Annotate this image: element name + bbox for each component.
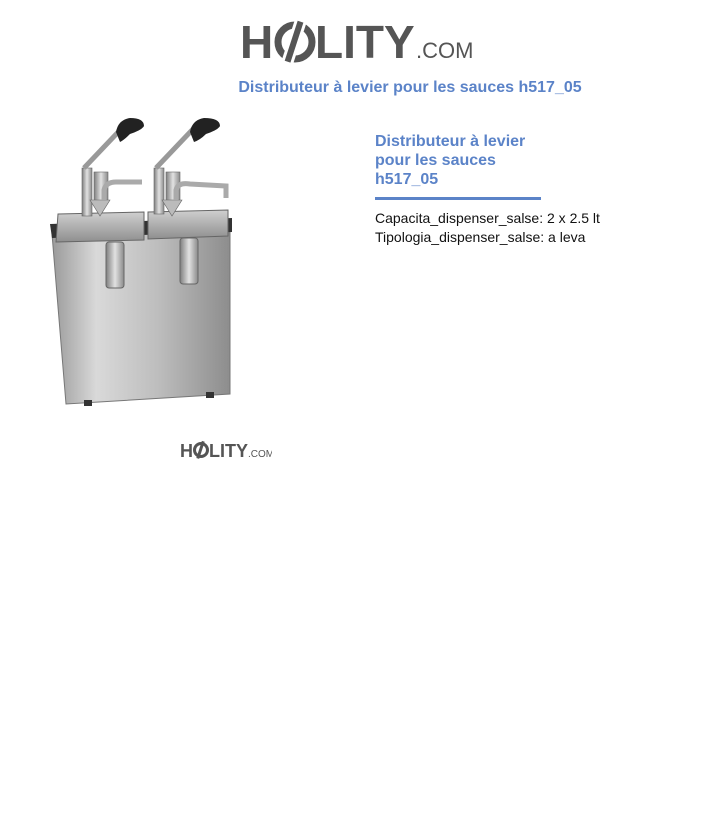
spec-value: 2 x 2.5 lt: [547, 210, 600, 226]
logo-com: .COM: [416, 38, 474, 63]
brand-logo-small: [180, 439, 272, 461]
product-title: Distributeur à levier pour les sauces h517_05: [375, 133, 526, 188]
spec-key: Tipologia_dispenser_salse: [375, 229, 541, 245]
title-divider: [375, 197, 541, 200]
page-title: Distributeur à levier pour les sauces h517_05: [238, 79, 582, 96]
small-logo-letter-h: H: [180, 441, 193, 461]
spec-key: Capacita_dispenser_salse: [375, 210, 540, 226]
spec-separator: :: [539, 210, 547, 226]
spec-separator: :: [540, 229, 549, 245]
product-image[interactable]: [44, 112, 244, 412]
spec-row-type: [375, 228, 695, 247]
logo-letter-h: H: [240, 16, 274, 64]
product-info: [375, 132, 695, 247]
small-logo-letters-lity: LITY: [209, 441, 248, 461]
logo-o-mark: [278, 18, 312, 64]
brand-logo[interactable]: [240, 14, 480, 64]
logo-letters-lity: LITY: [315, 16, 415, 64]
small-logo-o-mark: [195, 441, 208, 459]
spec-row-capacity: [375, 209, 695, 228]
spec-value: a leva: [548, 229, 586, 245]
spec-list: [375, 209, 695, 247]
small-logo-com: .COM: [248, 449, 272, 460]
